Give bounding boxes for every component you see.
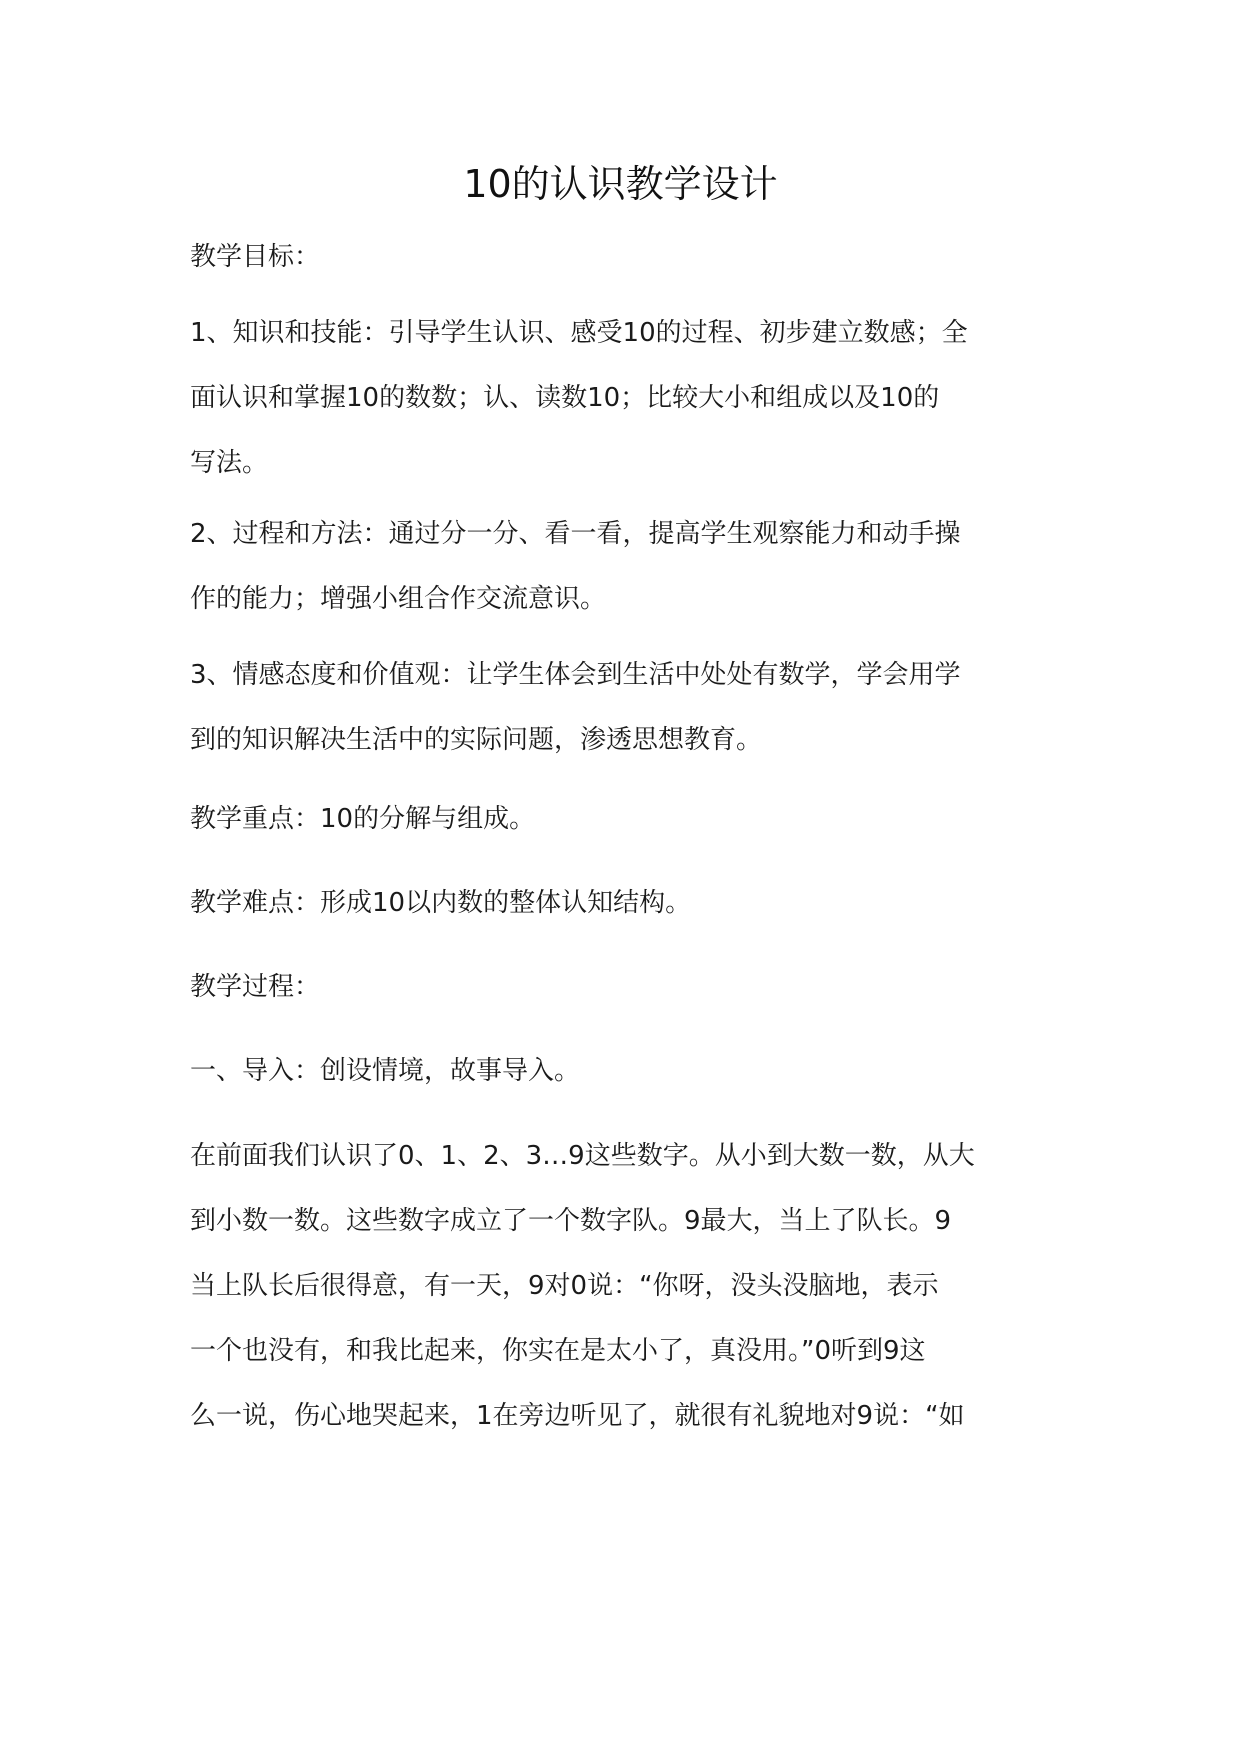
document-title: 10的认识教学设计 — [463, 162, 778, 206]
text-line: 1、知识和技能：引导学生认识、感受10的过程、初步建立数感；全 — [190, 318, 968, 348]
text-line: 当上队长后很得意，有一天，9对0说：“你呀，没头没脑地，表示 — [190, 1271, 939, 1301]
paragraph-objective-1 — [190, 301, 1060, 496]
text-line: 2、过程和方法：通过分一分、看一看，提高学生观察能力和动手操 — [190, 519, 961, 549]
text-line: 在前面我们认识了0、1、2、3…9这些数字。从小到大数一数，从大 — [190, 1141, 975, 1171]
text-line: 到的知识解决生活中的实际问题，渗透思想教育。 — [190, 725, 763, 755]
text-line: 教学过程： — [190, 972, 321, 1002]
paragraph-objective-2 — [190, 502, 1060, 632]
text-line: 到小数一数。这些数字成立了一个数字队。9最大，当上了队长。9 — [190, 1206, 952, 1236]
paragraph-story — [190, 1124, 1060, 1449]
text-line: 作的能力；增强小组合作交流意识。 — [190, 584, 607, 614]
text-line: 写法。 — [190, 448, 269, 478]
text-line: 3、情感态度和价值观：让学生体会到生活中处处有数学，学会用学 — [190, 660, 961, 690]
text-line: 面认识和掌握10的数数；认、读数10；比较大小和组成以及10的 — [190, 383, 940, 413]
paragraph-section-1-heading — [190, 1039, 1060, 1104]
text-line: 一个也没有，和我比起来，你实在是太小了，真没用。”0听到9这 — [190, 1336, 926, 1366]
text-line: 教学重点：10的分解与组成。 — [190, 804, 536, 834]
paragraph-teaching-process-heading — [190, 955, 1060, 1020]
paragraph-teaching-objectives-heading — [190, 225, 1060, 290]
paragraph-difficult-point — [190, 871, 1060, 936]
text-line: 一、导入：创设情境，故事导入。 — [190, 1056, 581, 1086]
paragraph-key-point — [190, 787, 1060, 852]
text-line: 教学难点：形成10以内数的整体认知结构。 — [190, 888, 692, 918]
text-line: 教学目标： — [190, 242, 321, 272]
text-line: 么一说，伤心地哭起来，1在旁边听见了，就很有礼貌地对9说：“如 — [190, 1401, 965, 1431]
paragraph-objective-3 — [190, 643, 1060, 773]
